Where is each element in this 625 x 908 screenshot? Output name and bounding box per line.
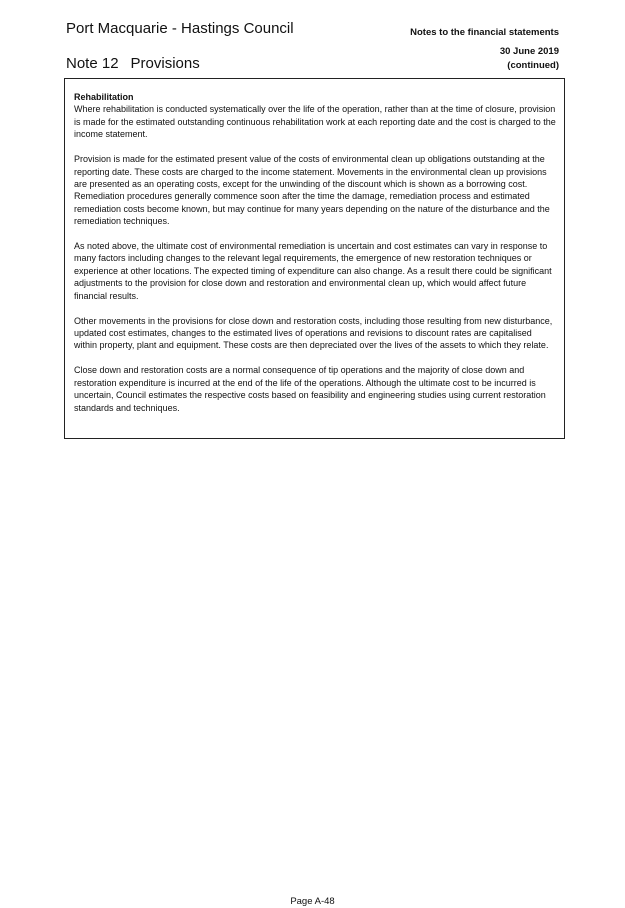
note-title: [66, 55, 200, 73]
paragraph: Other movements in the provisions for close down and restoration costs, including those resulting from new disturbance, updated cost estimates, changes to the estimated lives of operations and revisions to discount rates are capitalised within property, plant and equipment. These costs are then depreciated over the lives of the assets to which they relate.: [74, 315, 553, 351]
page-number: Page A-48: [290, 896, 335, 907]
paragraph: As noted above, the ultimate cost of environmental remediation is uncertain and cost estimates can vary in response to many factors including changes to the relevant legal requirements, the emergence of new restoration techniques or experience at other locations. The expected timing of expenditure can also change. As a result there could be significant adjustments to the provision for close down and restoration and environmental clean up, which would affect future financial results.: [74, 241, 552, 301]
note-number: Note 12: [66, 55, 119, 72]
continued-label: (continued): [507, 60, 559, 71]
note-name: Provisions: [130, 55, 200, 72]
paragraph: Provision is made for the estimated present value of the costs of environmental clean up obligations outstanding at the reporting date. These costs are charged to the income statement. Movements in the environmental clean up provisions are presented as an operating costs, except for the unwinding of the discount which is shown as a borrowing cost. Remediation procedures generally commence soon after the time the damage, remediation process and estimated remediation costs become known, but may continue for many years depending on the nature of the disturbance and the remediation techniques.: [74, 154, 550, 227]
organisation-name: Port Macquarie - Hastings Council: [66, 20, 294, 37]
document-title: Notes to the financial statements: [410, 27, 559, 38]
paragraph: Where rehabilitation is conducted systematically over the life of the operation, rather than at the time of closure, provision is made for the estimated outstanding continuous rehabilitation work at each reporting date and the cost is charged to the income statement.: [74, 104, 556, 140]
report-date: 30 June 2019: [499, 46, 559, 57]
section-heading: Rehabilitation: [74, 92, 134, 102]
rehabilitation-section: [64, 78, 565, 439]
paragraph: Close down and restoration costs are a normal consequence of tip operations and the majority of close down and restoration expenditure is incurred at the end of the life of the operations. Although the ultimate cost to be incurred is uncertain, Council estimates the respective costs based on feasibility and engineering studies using current restoration standards and techniques.: [74, 365, 546, 413]
document-header-right: [410, 26, 559, 73]
